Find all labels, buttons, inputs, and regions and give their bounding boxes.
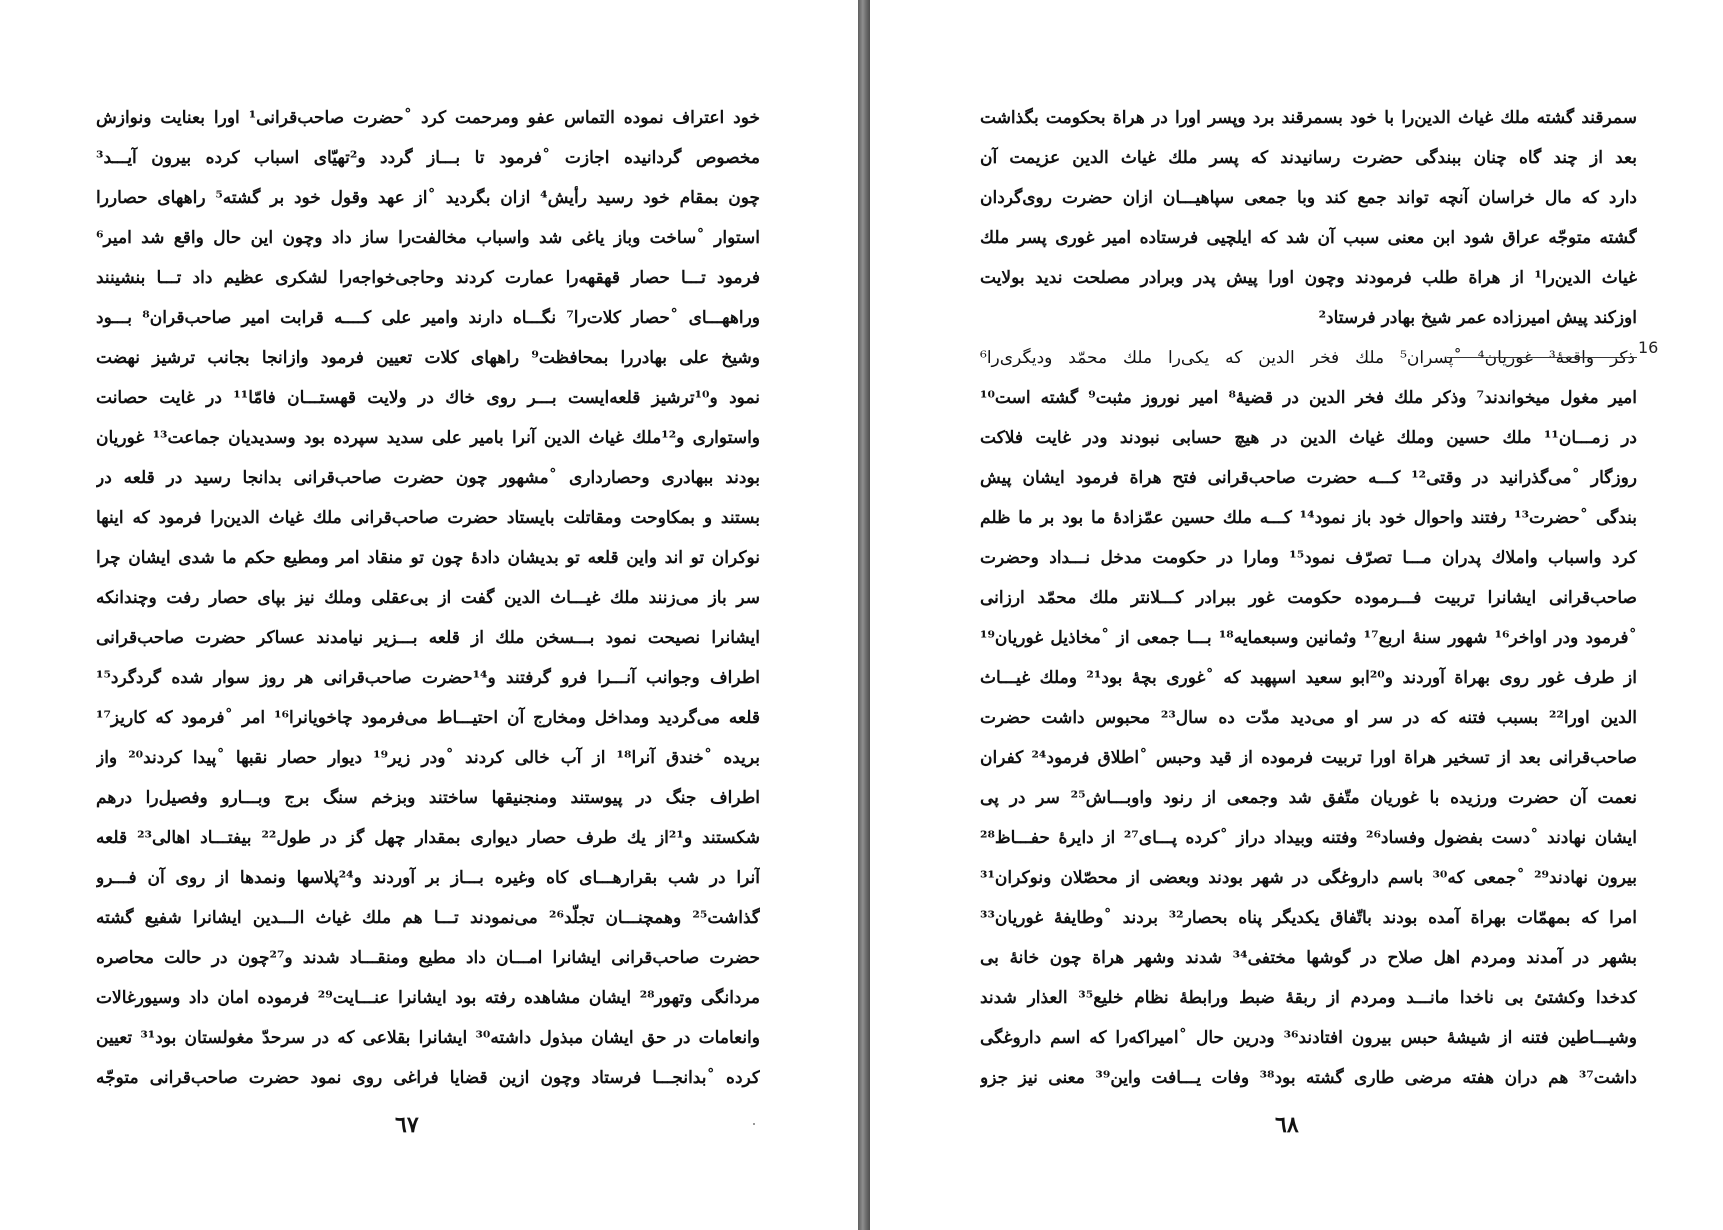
text-line: گشته متوجّه عراق شود ابن معنی سبب آن شد که ایلچیی فرستاده امیر غوری پسر ملك — [980, 228, 1637, 248]
text-line: نعمت آن حضرت ورزیده با غوریان متّفق شد وجمعی از رنود واوبـــاش²⁵ سر در پی — [980, 788, 1637, 808]
text-line: آنرا در شب بقرارهـــای کاه وغیره بـــاز بر آوردند و²⁴پلاسها ونمدها از روی آن فـــرو — [96, 868, 760, 888]
left-page-text — [96, 98, 760, 1098]
text-line: مردانگی وتهور²⁸ ایشان مشاهده رفته بود ایشانرا عنـــایت²⁹ فرموده امان داد وسیورغالات — [96, 988, 760, 1008]
left-page — [0, 0, 858, 1230]
text-line: دارد که مال خراسان آنچه تواند جمع کند وبا جمعی سپاهیـــان ازان حضرت روی‌گردان — [980, 188, 1637, 208]
text-line: اطراف جنگ در پیوستند ومنجنیقها ساختند وبزخم سنگ برج وبـــارو وفصیل‌را درهم — [96, 788, 760, 808]
text-line: وشیـــاطین فتنه از شیشهٔ حبس بیرون افتادند³⁶ ودرین حال ˚امیراکه‌را که اسم داروغگی — [980, 1028, 1637, 1048]
text-line: در زمـــان¹¹ ملك حسین وملك غیاث الدین در هیچ حسابی نبودند ودر غایت فلاکت — [980, 428, 1637, 448]
text-line: خود اعتراف نموده التماس عفو ومرحمت کرد ˚حضرت صاحب‌قرانی¹ اورا بعنایت ونوازش — [96, 108, 760, 128]
text-line: بیرون نهادند²⁹ ˚جمعی که³⁰ باسم داروغگی در شهر بودند وبعضی از محصّلان ونوکران³¹ — [980, 868, 1637, 888]
text-line: بستند و بمکاوحت ومقاتلت بایستاد حضرت صاحب‌قرانی ملك غیاث الدین‌را فرمود که اینها — [96, 508, 760, 528]
text-line: بودند ببهادری وحصارداری ˚مشهور چون حضرت صاحب‌قرانی بدانجا رسید در قلعه در — [96, 468, 760, 488]
text-line: چون بمقام خود رسید رأیش⁴ ازان بگردید ˚از عهد وقول خود بر گشته⁵ راههای حصاررا — [96, 188, 760, 208]
text-line: بعد از چند گاه چنان ببندگی حضرت رسانیدند که پسر ملك غیاث الدین عزیمت آن — [980, 148, 1637, 168]
text-line: سر باز می‌زنند ملك غیـــاث الدین گفت از بی‌عقلی وملك نیز بپای حصار رفت وچندانکه — [96, 588, 760, 608]
text-line: صاحب‌قرانی ایشانرا تربیت فـــرموده حکومت غور ببرادر کـــلانتر ملك محمّد ارزانی — [980, 588, 1637, 608]
heading-underline — [1447, 357, 1637, 358]
text-line: اطراف وجوانب آنـــرا فرو گرفتند و¹⁴حضرت صاحب‌قرانی هر روز سوار شده گردگرد¹⁵ — [96, 668, 760, 688]
page-number: ٦٨ — [1275, 1112, 1299, 1138]
right-page — [870, 0, 1723, 1230]
text-line: گذاشت²⁵ وهمچنـــان تجلّد²⁶ می‌نمودند تـــا هم ملك غیاث الـــدین ایشانرا شفیع گشته — [96, 908, 760, 928]
text-line: کرد واسباب واملاك پدران مـــا تصرّف نمود¹⁵ ومارا در حکومت مدخل نـــداد وحضرت — [980, 548, 1637, 568]
text-line: نمود و¹⁰ترشیز قلعه‌ایست بـــر روی خاك در ولایت قهستـــان فامّا¹¹ در غایت حصانت — [96, 388, 760, 408]
text-line: وانعامات در حق ایشان مبذول داشته³⁰ ایشانرا بقلاعی که در سرحدّ مغولستان بود³¹ تعیین — [96, 1028, 760, 1048]
text-line: از طرف غور روی بهراة آوردند و²⁰ابو سعید اسپهبد که ˚غوری بچهٔ بود²¹ وملك غیـــاث — [980, 668, 1637, 688]
text-line: کدخدا وکشتیٔ بی ناخدا مانـــد ومردم از ربقهٔ ضبط ورابطهٔ نظام خلیع³⁵ العذار شدند — [980, 988, 1637, 1008]
text-line: کرده ˚بدانجـــا فرستاد وچون ازین قضایا فراغی روی نمود حضرت صاحب‌قرانی متوجّه — [96, 1068, 760, 1088]
text-line: الدین اورا²² بسبب فتنه که در سر او می‌دید مدّت ده سال²³ محبوس داشت حضرت — [980, 708, 1637, 728]
text-line: واستواری و¹²ملك غیاث الدین آنرا بامیر علی سدید سپرده بود وسدیدیان جماعت¹³ غوریان — [96, 428, 760, 448]
text-line: مخصوص گردانیده اجازت ˚فرمود تا بـــاز گردد و²تهیّای اسباب کرده بیرون آیـــد³ — [96, 148, 760, 168]
text-line: بریده ˚خندق آنرا¹⁸ از آب خالی کردند ˚ودر زیر¹⁹ دیوار حصار نقبها ˚پیدا کردند²⁰ واز — [96, 748, 760, 768]
text-line: بشهر در آمدند ومردم اهل صلاح در گوشها مختفی³⁴ شدند وشهر هراة چون خانهٔ بی — [980, 948, 1637, 968]
section-heading: ذکر واقعهٔ³ غوریان⁴ ˚پسران⁵ ملك فخر الدین که یکی‌را ملك محمّد ودیگری‌را⁶ — [980, 348, 1635, 368]
text-line: ایشانرا نصیحت نمود بـــسخن ملك از قلعه بـــزیر نیامدند عساکر حضرت صاحب‌قرانی — [96, 628, 760, 648]
text-line: داشت³⁷ هم دران هفته مرضی طاری گشته بود³⁸ وفات یـــافت واین³⁹ معنی نیز جزو — [980, 1068, 1637, 1088]
text-line: اوزکند پیش امیرزاده عمر شیخ بهادر فرستاد² — [1318, 308, 1637, 328]
text-line: فرمود تـــا حصار قهقهه‌را عمارت کردند وحاجی‌خواجه‌را لشکری عظیم داد تـــا بنشینند — [96, 268, 760, 288]
text-line: امیر مغول میخواندند⁷ وذکر ملك فخر الدین در قضیهٔ⁸ امیر نوروز مثبت⁹ گشته است¹⁰ — [980, 388, 1637, 408]
page-number: ٦٧ — [395, 1112, 419, 1138]
text-line: غیاث الدین‌را¹ از هراة طلب فرمودند وچون اورا پیش پدر وبرادر مصلحت ندید بولایت — [980, 268, 1637, 288]
text-line: وشیخ علی بهادررا بمحافظت⁹ راههای کلات تعیین فرمود وازانجا بجانب ترشیز نهضت — [96, 348, 760, 368]
text-line: وراههـــای ˚حصار کلات‌را⁷ نگـــاه دارند وامیر علی کــــه قرابت امیر صاحب‌قران⁸ بـــود — [96, 308, 760, 328]
text-line: سمرقند گشته ملك غیاث الدین‌را با خود بسمرقند برد وپسر اورا در هراة بحکومت بگذاشت — [980, 108, 1637, 128]
right-page-text — [980, 98, 1637, 1098]
text-line: امرا که بمهمّات بهراة آمده بودند باتّفاق یکدیگر پناه بحصار³² بردند ˚وطایفهٔ غوریان³³ — [980, 908, 1637, 928]
text-line: ˚فرمود ودر اواخر¹⁶ شهور سنهٔ اربع¹⁷ وثمانین وسبعمایه¹⁸ بـــا جمعی از ˚مخاذیل غوریان¹⁹ — [980, 628, 1637, 648]
scan-speck — [753, 1123, 755, 1125]
text-line: حضرت صاحب‌قرانی ایشانرا امـــان داد مطیع ومنقـــاد شدند و²⁷چون در حالت محاصره — [96, 948, 760, 968]
text-line: نوکران تو اند واین قلعه تو بدیشان دادهٔ چون تو منقاد امر ومطیع حکم ما شدی ایشان چرا — [96, 548, 760, 568]
text-line: شکستند و²¹از یك طرف حصار دیواری بمقدار چهل گز در طول²² بیفتـــاد اهالی²³ قلعه — [96, 828, 760, 848]
book-gutter — [858, 0, 870, 1230]
text-line: بندگی ˚حضرت¹³ رفتند واحوال خود باز نمود¹⁴ کـــه ملك حسین عمّزادهٔ ما بود بر ما ظلم — [980, 508, 1637, 528]
text-line: قلعه می‌گردید ومداخل ومخارج آن احتیـــاط می‌فرمود چاخویانرا¹⁶ امر ˚فرمود که کاریز¹⁷ — [96, 708, 760, 728]
text-line: روزگار ˚می‌گذرانید در وقتی¹² کـــه حضرت صاحب‌قرانی فتح هراة فرمود ایشان پیش — [980, 468, 1637, 488]
text-line: ایشان نهادند ˚دست بفضول وفساد²⁶ وفتنه وبیداد دراز ˚کرده پـــای²⁷ از دایرهٔ حفـــاظ²⁸ — [980, 828, 1637, 848]
text-line: صاحب‌قرانی بعد از تسخیر هراة اورا تربیت فرموده از قید وحبس ˚اطلاق فرمود²⁴ کفران — [980, 748, 1637, 768]
text-line: استوار ˚ساخت وباز یاغی شد واسباب مخالفت‌را ساز داد وچون این حال واقع شد امیر⁶ — [96, 228, 760, 248]
margin-number: 16 — [1638, 338, 1659, 357]
